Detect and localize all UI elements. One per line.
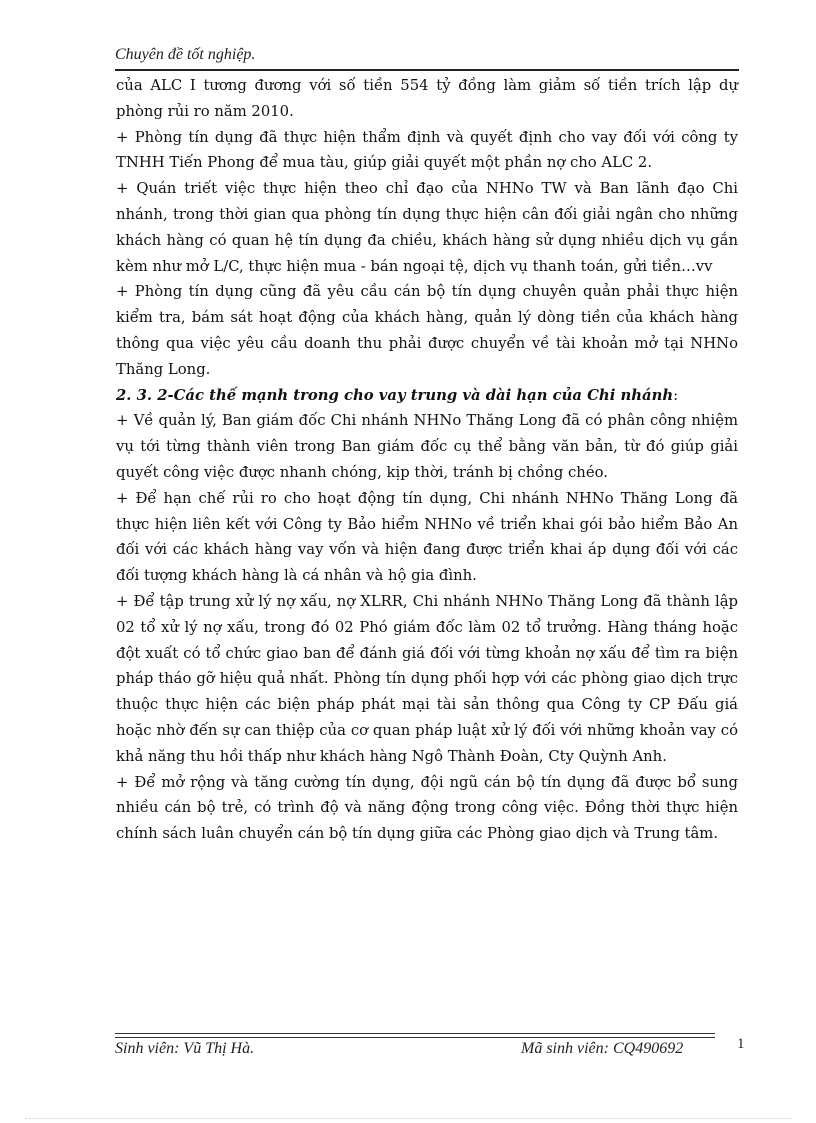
section-heading-colon: : — [673, 386, 679, 404]
page-header-title: Chuyên đề tốt nghiệp. — [115, 46, 256, 63]
paragraph: + Phòng tín dụng cũng đã yêu cầu cán bộ tín dụng chuyên quản phải thực hiện kiểm tra, bám sát hoạt động của khách hàng, quản lý dòng tiền của khách hàng thông qua việc yêu cầu doanh thu phải được chuyển về tài khoản mở tại NHNo Thăng Long. — [116, 283, 738, 378]
footer-student-name: Sinh viên: Vũ Thị Hà. — [115, 1040, 255, 1057]
paragraph: + Quán triết việc thực hiện theo chỉ đạo của NHNo TW và Ban lãnh đạo Chi nhánh, trong thời gian qua phòng tín dụng thực hiện cân đối giải ngân cho những khách hàng có quan hệ tín dụng đa chiều, khách hàng sử dụng nhiều dịch vụ gắn kèm như mở L/C, thực hiện mua - bán ngoại tệ, dịch vụ thanh toán, gửi tiền…vv — [116, 180, 738, 275]
page-edge-divider — [25, 1118, 791, 1119]
paragraph: + Về quản lý, Ban giám đốc Chi nhánh NHNo Thăng Long đã có phân công nhiệm vụ tới từng thành viên trong Ban giám đốc cụ thể bằng văn bản, từ đó giúp giải quyết công việc được nhanh chóng, kịp thời, tránh bị chồng chéo. — [116, 412, 738, 481]
header-rule — [115, 69, 739, 71]
footer-rule-top — [115, 1033, 715, 1034]
paragraph: + Để mở rộng và tăng cường tín dụng, đội ngũ cán bộ tín dụng đã được bổ sung nhiều cán bộ trẻ, có trình độ và năng động trong công việc. Đồng thời thực hiện chính sách luân chuyển cán bộ tín dụng giữa các Phòng giao dịch và Trung tâm. — [116, 773, 738, 843]
footer-student-id: Mã sinh viên: CQ490692 — [521, 1040, 684, 1057]
page-number: 1 — [737, 1036, 745, 1052]
paragraph: + Để tập trung xử lý nợ xấu, nợ XLRR, Chi nhánh NHNo Thăng Long đã thành lập 02 tổ xử lý nợ xấu, trong đó 02 Phó giám đốc làm 02 tổ trưởng. Hàng tháng hoặc đột xuất có tổ chức giao ban để đánh giá đối với từng khoản nợ xấu để tìm ra biện pháp tháo gỡ hiệu quả nhất. Phòng tín dụng phối hợp với các phòng giao dịch trực thuộc thực hiện các biện pháp phát mại tài sản thông qua Công ty CP Đấu giá hoặc nhờ đến sự can thiệp của cơ quan pháp luật xử lý đối với những khoản vay có khả năng thu hồi thấp như khách hàng Ngô Thành Đoàn, Cty Quỳnh Anh. — [116, 592, 738, 765]
paragraph: + Phòng tín dụng đã thực hiện thẩm định và quyết định cho vay đối với công ty TNHH Tiến Phong để mua tàu, giúp giải quyết một phần nợ cho ALC 2. — [116, 128, 738, 172]
document-body — [116, 73, 738, 847]
section-heading — [116, 383, 738, 409]
paragraph: + Để hạn chế rủi ro cho hoạt động tín dụng, Chi nhánh NHNo Thăng Long đã thực hiện liên kết với Công ty Bảo hiểm NHNo về triển khai gói bảo hiểm Bảo An đối với các khách hàng vay vốn và hiện đang được triển khai áp dụng đối với các đối tượng khách hàng là cá nhân và hộ gia đình. — [116, 489, 738, 585]
paragraph: của ALC I tương đương với số tiền 554 tỷ đồng làm giảm số tiền trích lập dự phòng rủi ro năm 2010. — [116, 77, 738, 120]
footer-rule-bottom — [115, 1037, 715, 1038]
section-heading-text: 2. 3. 2-Các thế mạnh trong cho vay trung và dài hạn của Chi nhánh — [116, 386, 674, 404]
